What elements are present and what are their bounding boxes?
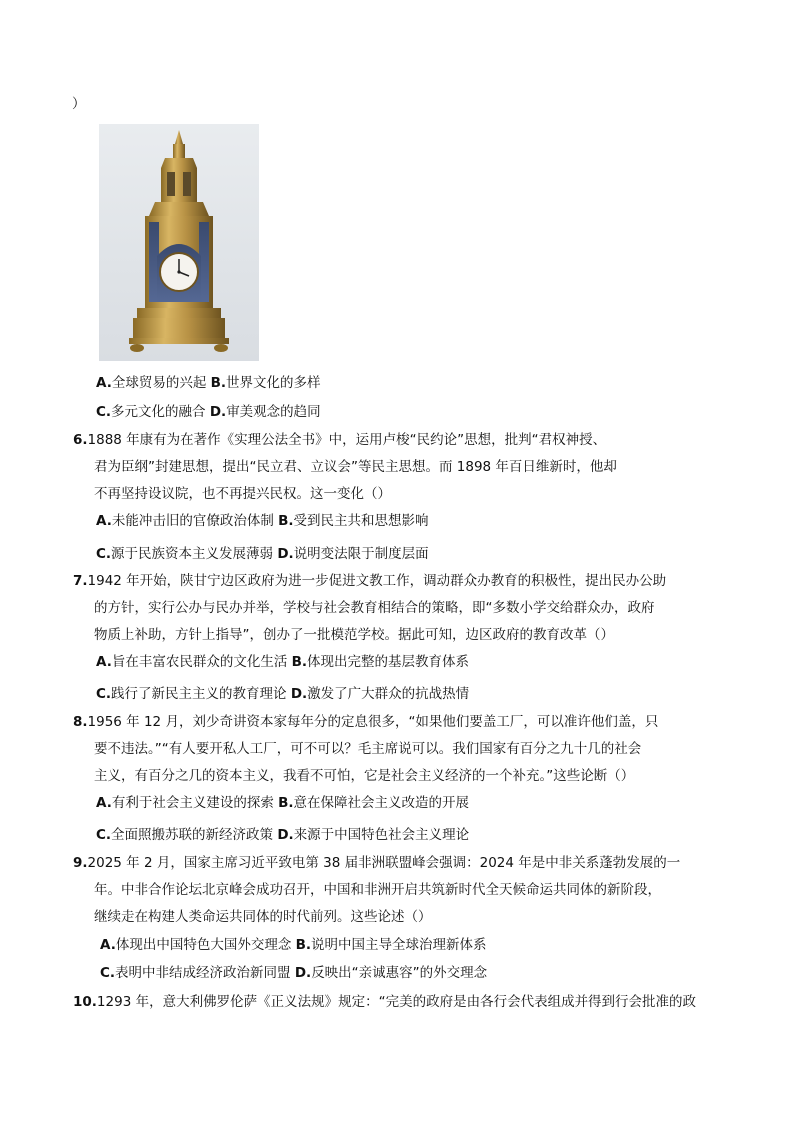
q8-stem-line-3: 主义，有百分之几的资本主义，我看不可怕，它是社会主义经济的一个补充。”这些论断（） (94, 768, 635, 784)
q7-option-d-text: 激发了广大群众的抗战热情 (307, 686, 470, 702)
q6-option-a-text: 未能冲击旧的官僚政治体制 (111, 513, 274, 529)
q9-option-a-letter: A. (100, 937, 116, 953)
q6-option-c-letter: C. (96, 546, 112, 562)
q9-option-b-letter: B. (295, 937, 312, 953)
q7-option-c-letter: C. (96, 686, 112, 702)
q6-option-a-letter: A. (96, 513, 112, 529)
q8-option-row-2 (96, 825, 469, 845)
q9-option-a-text: 体现出中国特色大国外交理念 (115, 937, 292, 953)
q9-stem-text-1: 2025 年 2 月，国家主席习近平致电第 38 届非洲联盟峰会强调：2024 年是中非关系蓬勃发展的一 (87, 855, 681, 871)
q8-stem-text-1: 1956 年 12 月，刘少奇讲资本家每年分的定息很多，“如果他们要盖工厂，可以准许他们盖，只 (87, 714, 659, 730)
q6-number: 6. (73, 432, 88, 448)
q10-stem-line-1 (73, 992, 696, 1012)
q6-stem-line-2: 君为臣纲”封建思想，提出“民立君、立议会”等民主思想。而 1898 年百日维新时，他却 (94, 459, 617, 475)
q5-option-b-letter: B. (210, 375, 227, 391)
q9-option-d-text: 反映出“亲诚惠容”的外交理念 (311, 965, 488, 981)
q8-option-d-text: 来源于中国特色社会主义理论 (293, 827, 470, 843)
q5-option-row-2 (96, 402, 321, 422)
q7-stem-line-2: 的方针，实行公办与民办并举，学校与社会教育相结合的策略，即“多数小学交给群众办，政府 (94, 600, 655, 616)
q7-stem-line-1 (73, 571, 666, 591)
clock-illustration (99, 124, 259, 361)
q5-option-b-text: 世界文化的多样 (226, 375, 321, 391)
q7-stem-text-1: 1942 年开始，陕甘宁边区政府为进一步促进文教工作，调动群众办教育的积极性，提出民办公助 (87, 573, 667, 589)
q7-option-b-letter: B. (291, 654, 308, 670)
q8-option-c-letter: C. (96, 827, 112, 843)
q9-option-d-letter: D. (294, 965, 312, 981)
q5-option-row-1 (96, 373, 321, 393)
q8-option-b-letter: B. (278, 795, 294, 811)
q6-option-d-letter: D. (277, 546, 294, 562)
q6-stem-line-1 (73, 430, 606, 450)
q6-option-row-1 (96, 511, 429, 531)
q8-option-row-1 (96, 793, 469, 813)
q9-stem-line-1 (73, 853, 680, 873)
q10-number: 10. (73, 994, 97, 1010)
q5-option-a-text: 全球贸易的兴起 (111, 375, 207, 391)
q9-stem-line-2: 年。中非合作论坛北京峰会成功召开，中国和非洲开启共筑新时代全天候命运共同体的新阶段， (94, 882, 661, 898)
q6-option-d-text: 说明变法限于制度层面 (293, 546, 429, 562)
q9-option-c-letter: C. (100, 965, 116, 981)
q10-stem-text-1: 1293 年，意大利佛罗伦萨《正义法规》规定：“完美的政府是由各行会代表组成并得到行会批准的政 (96, 994, 697, 1010)
q6-option-b-text: 受到民主共和思想影响 (293, 513, 429, 529)
q7-stem-line-3: 物质上补助，方针上指导”，创办了一批模范学校。据此可知，边区政府的教育改革（） (94, 627, 614, 643)
q6-option-c-text: 源于民族资本主义发展薄弱 (111, 546, 274, 562)
q8-stem-line-1 (73, 712, 658, 732)
q8-stem-line-2: 要不违法。”“有人要开私人工厂，可不可以？毛主席说可以。我们国家有百分之九十几的社会 (94, 741, 642, 757)
q8-option-b-text: 意在保障社会主义改造的开展 (293, 795, 470, 811)
q8-option-c-text: 全面照搬苏联的新经济政策 (111, 827, 274, 843)
q5-option-a-letter: A. (96, 375, 112, 391)
q9-option-row-2 (100, 963, 487, 983)
q6-stem-line-3: 不再坚持设议院，也不再提兴民权。这一变化（） (94, 486, 391, 502)
q5-option-d-letter: D. (209, 404, 227, 420)
q7-option-b-text: 体现出完整的基层教育体系 (307, 654, 470, 670)
q7-option-a-text: 旨在丰富农民群众的文化生活 (111, 654, 288, 670)
q9-option-c-text: 表明中非结成经济政治新同盟 (115, 965, 291, 981)
clock-image (99, 124, 259, 361)
q7-option-row-1 (96, 652, 469, 672)
q9-option-b-text: 说明中国主导全球治理新体系 (311, 937, 487, 953)
q8-option-a-text: 有利于社会主义建设的探索 (111, 795, 274, 811)
q7-option-d-letter: D. (290, 686, 308, 702)
question-fragment-top: ） (72, 96, 86, 112)
q5-option-c-letter: C. (96, 404, 112, 420)
q8-option-a-letter: A. (96, 795, 112, 811)
q7-option-row-2 (96, 684, 469, 704)
q9-number: 9. (73, 855, 88, 871)
q8-option-d-letter: D. (277, 827, 294, 843)
q7-option-a-letter: A. (96, 654, 112, 670)
q7-option-c-text: 践行了新民主主义的教育理论 (111, 686, 287, 702)
q6-option-row-2 (96, 544, 429, 564)
q9-option-row-1 (100, 935, 487, 955)
q8-number: 8. (73, 714, 88, 730)
q5-option-c-text: 多元文化的融合 (111, 404, 206, 420)
q6-stem-text-1: 1888 年康有为在著作《实理公法全书》中，运用卢梭“民约论”思想，批判“君权神授、 (87, 432, 607, 448)
q9-stem-line-3: 继续走在构建人类命运共同体的时代前列。这些论述（） (94, 909, 432, 925)
q5-option-d-text: 审美观念的趋同 (226, 404, 321, 420)
q7-number: 7. (73, 573, 88, 589)
q6-option-b-letter: B. (278, 513, 294, 529)
